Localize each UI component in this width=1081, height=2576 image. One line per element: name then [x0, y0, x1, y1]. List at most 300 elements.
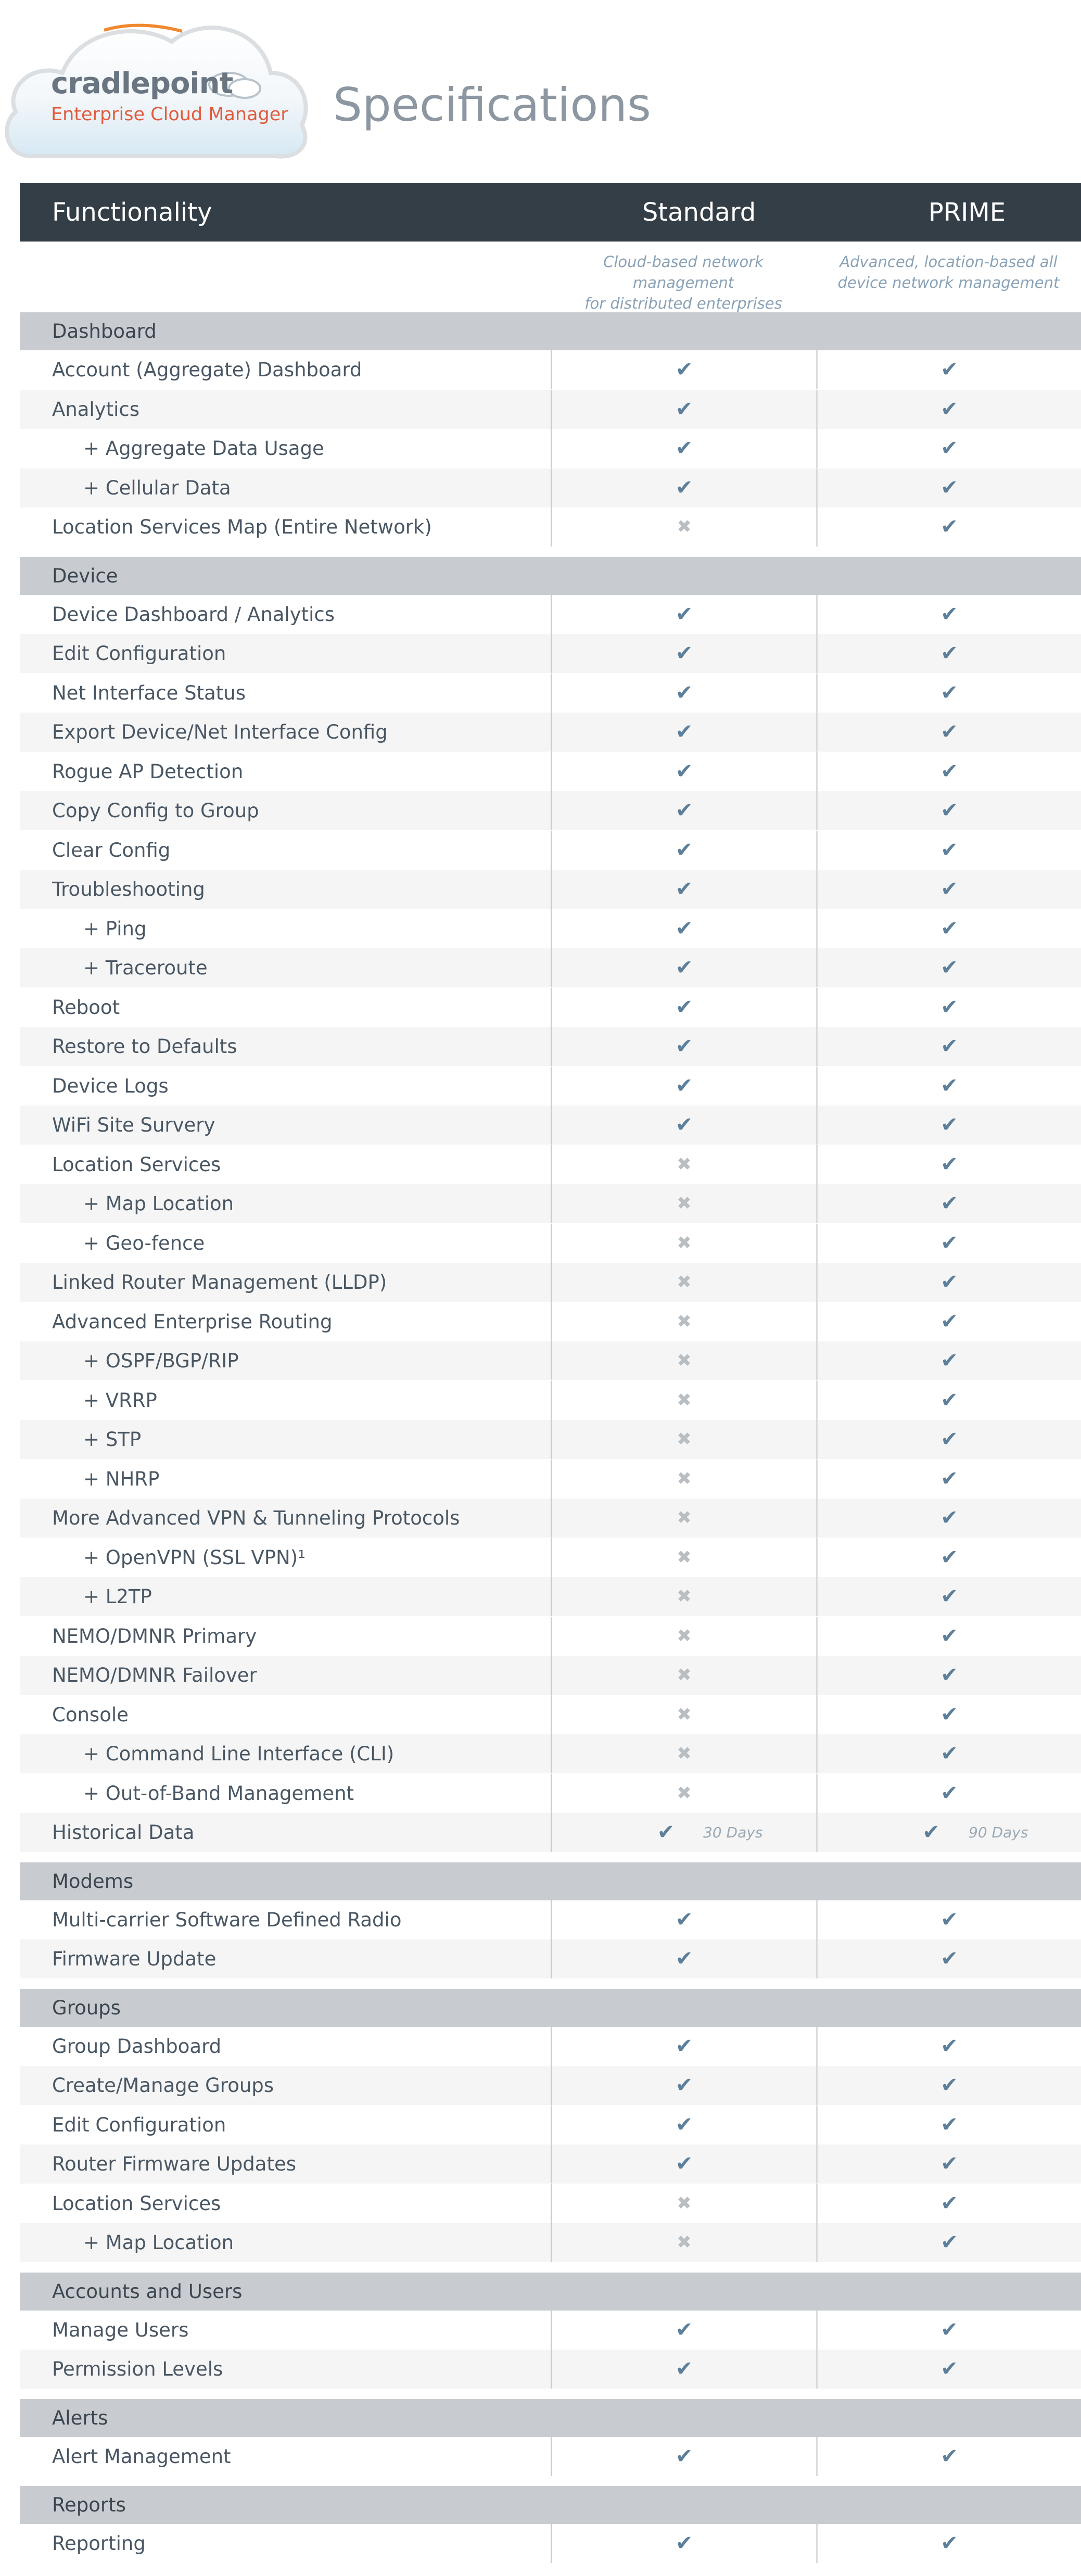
- feature-label: + OSPF/BGP/RIP: [83, 1350, 239, 1372]
- section-title: Alerts: [52, 2406, 108, 2429]
- feature-row: [20, 674, 1081, 713]
- standard-cell: [551, 1067, 816, 1106]
- prime-cell: [816, 909, 1081, 948]
- cross-icon: ✖: [677, 1704, 692, 1725]
- check-icon: ✔: [675, 720, 693, 744]
- check-icon: ✔: [675, 837, 693, 862]
- feature-row: [20, 507, 1081, 547]
- feature-label: Clear Config: [52, 839, 171, 861]
- cross-icon: ✖: [677, 2192, 692, 2214]
- brand-name: cradlepoint: [51, 67, 233, 100]
- feature-row: [20, 634, 1081, 673]
- check-icon: ✔: [940, 720, 958, 744]
- feature-label: Analytics: [52, 398, 140, 421]
- standard-cell: [551, 1184, 816, 1223]
- feature-row: [20, 1939, 1081, 1978]
- feature-row: [20, 390, 1081, 429]
- prime-cell: [816, 507, 1081, 547]
- cross-icon: ✖: [677, 1468, 692, 1489]
- feature-row: [20, 1106, 1081, 1145]
- prime-cell: [816, 713, 1081, 752]
- check-icon: ✔: [922, 1820, 940, 1844]
- standard-description: [551, 251, 816, 314]
- feature-label: Net Interface Status: [52, 681, 246, 704]
- standard-cell: [551, 1145, 816, 1184]
- feature-row: [20, 1617, 1081, 1656]
- page-title: Specifications: [333, 78, 651, 132]
- feature-label: + L2TP: [83, 1585, 152, 1608]
- column-header-prime: PRIME: [928, 198, 1006, 227]
- feature-row: [20, 2437, 1081, 2476]
- feature-label: + Map Location: [83, 1192, 234, 1215]
- check-icon: ✔: [940, 1742, 958, 1766]
- feature-label: Reporting: [52, 2532, 146, 2555]
- feature-label: WiFi Site Survery: [52, 1114, 215, 1136]
- feature-row: [20, 468, 1081, 507]
- feature-label: + Map Location: [83, 2231, 234, 2254]
- feature-label: Historical Data: [52, 1821, 195, 1844]
- standard-cell: [551, 1263, 816, 1302]
- standard-cell: [551, 2105, 816, 2144]
- feature-label: Reboot: [52, 996, 120, 1019]
- prime-description-line: device network management: [837, 274, 1060, 291]
- prime-cell: [816, 1939, 1081, 1978]
- check-icon: ✔: [940, 995, 958, 1019]
- check-icon: ✔: [940, 956, 958, 980]
- column-header-standard: Standard: [642, 198, 756, 227]
- standard-cell: [551, 390, 816, 429]
- prime-cell: [816, 1420, 1081, 1459]
- check-icon: ✔: [675, 436, 693, 460]
- feature-label: + VRRP: [83, 1389, 157, 1412]
- feature-row: [20, 831, 1081, 870]
- cross-icon: ✖: [677, 516, 692, 537]
- standard-cell: [551, 1499, 816, 1538]
- check-icon: ✔: [675, 1947, 693, 1971]
- prime-cell: [816, 1617, 1081, 1656]
- feature-label: Console: [52, 1703, 129, 1726]
- cross-icon: ✖: [677, 1272, 692, 1292]
- check-icon: ✔: [940, 1545, 958, 1569]
- feature-row: [20, 1499, 1081, 1538]
- check-icon: ✔: [675, 2317, 693, 2342]
- standard-cell: [551, 1302, 816, 1341]
- check-icon: ✔: [940, 1702, 958, 1727]
- check-icon: ✔: [940, 916, 958, 941]
- cross-icon: ✖: [677, 1429, 692, 1450]
- section-header: [20, 2486, 1081, 2524]
- section-header: [20, 2399, 1081, 2437]
- prime-cell: [816, 870, 1081, 909]
- check-icon: ✔: [675, 2152, 693, 2176]
- feature-row: [20, 2027, 1081, 2066]
- check-icon: ✔: [940, 436, 958, 460]
- standard-cell: [551, 1695, 816, 1734]
- feature-label: + Aggregate Data Usage: [83, 437, 324, 460]
- check-icon: ✔: [675, 680, 693, 705]
- prime-description-line: Advanced, location-based all: [840, 253, 1058, 271]
- prime-cell: [816, 1695, 1081, 1734]
- check-icon: ✔: [675, 641, 693, 665]
- feature-label: + OpenVPN (SSL VPN)¹: [83, 1546, 306, 1569]
- check-icon: ✔: [675, 358, 693, 382]
- prime-cell: [816, 2105, 1081, 2144]
- standard-cell: [551, 1939, 816, 1978]
- prime-cell: [816, 390, 1081, 429]
- prime-description: [816, 251, 1081, 293]
- prime-cell: [816, 1734, 1081, 1773]
- check-icon: ✔: [675, 877, 693, 901]
- feature-label: Create/Manage Groups: [52, 2074, 274, 2097]
- feature-row: [20, 1381, 1081, 1420]
- prime-cell: [816, 2223, 1081, 2262]
- prime-cell: [816, 634, 1081, 673]
- feature-row: [20, 1184, 1081, 1223]
- check-icon: ✔: [940, 1907, 958, 1932]
- check-icon: ✔: [940, 1113, 958, 1137]
- check-icon: ✔: [940, 475, 958, 500]
- feature-label: + STP: [83, 1428, 142, 1451]
- check-icon: ✔: [940, 798, 958, 822]
- section-title: Groups: [52, 1996, 121, 2019]
- feature-label: Permission Levels: [52, 2358, 223, 2380]
- feature-row: [20, 1577, 1081, 1616]
- column-header-functionality: Functionality: [52, 198, 212, 227]
- feature-row: [20, 2184, 1081, 2223]
- feature-label: Linked Router Management (LLDP): [52, 1271, 387, 1293]
- prime-cell: [816, 1067, 1081, 1106]
- feature-row: [20, 1813, 1081, 1852]
- feature-label: Group Dashboard: [52, 2035, 222, 2058]
- check-icon: ✔: [940, 2317, 958, 2342]
- standard-cell: [551, 909, 816, 948]
- prime-cell: [816, 2311, 1081, 2350]
- feature-row: [20, 1224, 1081, 1263]
- feature-row: [20, 948, 1081, 987]
- feature-label: Restore to Defaults: [52, 1035, 237, 1058]
- check-icon: ✔: [940, 1506, 958, 1530]
- standard-cell: [551, 870, 816, 909]
- standard-cell: [551, 2066, 816, 2105]
- feature-label: Multi-carrier Software Defined Radio: [52, 1908, 402, 1931]
- prime-cell: [816, 2437, 1081, 2476]
- feature-row: [20, 2223, 1081, 2262]
- feature-label: Location Services Map (Entire Network): [52, 516, 432, 538]
- feature-row: [20, 1420, 1081, 1459]
- check-icon: ✔: [940, 2191, 958, 2215]
- feature-row: [20, 429, 1081, 468]
- feature-row: [20, 350, 1081, 389]
- section-header: [20, 312, 1081, 350]
- feature-row: [20, 2524, 1081, 2563]
- prime-cell: [816, 1656, 1081, 1695]
- standard-cell: [551, 468, 816, 507]
- feature-row: [20, 1145, 1081, 1184]
- feature-label: + Ping: [83, 917, 147, 940]
- check-icon: ✔: [940, 2230, 958, 2254]
- standard-cell: [551, 2350, 816, 2389]
- check-icon: ✔: [940, 358, 958, 382]
- section-header: [20, 557, 1081, 595]
- check-icon: ✔: [675, 475, 693, 500]
- prime-cell: [816, 2144, 1081, 2184]
- standard-description-line: Cloud-based network management: [603, 253, 764, 291]
- check-icon: ✔: [675, 2444, 693, 2468]
- check-icon: ✔: [940, 1663, 958, 1687]
- check-icon: ✔: [940, 2112, 958, 2137]
- standard-cell: [551, 507, 816, 547]
- check-icon: ✔: [940, 2034, 958, 2058]
- prime-cell: [816, 1027, 1081, 1066]
- check-icon: ✔: [940, 680, 958, 705]
- check-icon: ✔: [657, 1820, 675, 1844]
- prime-cell: [816, 988, 1081, 1027]
- cross-icon: ✖: [677, 1546, 692, 1568]
- feature-label: Manage Users: [52, 2318, 189, 2341]
- cross-icon: ✖: [677, 1389, 692, 1411]
- feature-row: [20, 1341, 1081, 1380]
- section-header: [20, 2273, 1081, 2311]
- standard-cell: [551, 1656, 816, 1695]
- feature-row: [20, 595, 1081, 634]
- feature-label: Location Services: [52, 1153, 221, 1176]
- prime-cell: [816, 791, 1081, 830]
- standard-description-line: for distributed enterprises: [584, 295, 782, 312]
- section-title: Reports: [52, 2494, 126, 2516]
- cross-icon: ✖: [677, 1153, 692, 1175]
- standard-cell: [551, 1381, 816, 1420]
- check-icon: ✔: [675, 798, 693, 822]
- standard-cell: [551, 1900, 816, 1939]
- prime-cell: [816, 2184, 1081, 2223]
- cross-icon: ✖: [677, 1625, 692, 1646]
- feature-label: + Geo-fence: [83, 1232, 205, 1254]
- feature-row: [20, 2144, 1081, 2184]
- check-icon: ✔: [940, 602, 958, 626]
- feature-row: [20, 713, 1081, 752]
- standard-cell: [551, 2184, 816, 2223]
- check-icon: ✔: [940, 397, 958, 421]
- prime-cell: [816, 1341, 1081, 1380]
- check-icon: ✔: [675, 1907, 693, 1932]
- feature-label: Rogue AP Detection: [52, 760, 244, 783]
- feature-label: Device Logs: [52, 1074, 169, 1097]
- standard-cell: [551, 2144, 816, 2184]
- feature-row: [20, 1774, 1081, 1813]
- feature-row: [20, 1067, 1081, 1106]
- feature-label: Edit Configuration: [52, 2113, 226, 2136]
- standard-cell: [551, 2027, 816, 2066]
- section-title: Device: [52, 564, 118, 587]
- check-icon: ✔: [675, 602, 693, 626]
- check-icon: ✔: [940, 1781, 958, 1805]
- prime-cell: [816, 468, 1081, 507]
- check-icon: ✔: [940, 877, 958, 901]
- cross-icon: ✖: [677, 1350, 692, 1371]
- check-icon: ✔: [940, 515, 958, 539]
- check-icon: ✔: [940, 1388, 958, 1412]
- check-icon: ✔: [940, 2531, 958, 2555]
- check-icon: ✔: [675, 995, 693, 1019]
- check-icon: ✔: [940, 1270, 958, 1294]
- standard-cell: [551, 713, 816, 752]
- check-icon: ✔: [940, 759, 958, 783]
- feature-row: [20, 791, 1081, 830]
- standard-cell: [551, 1224, 816, 1263]
- standard-cell: [551, 988, 816, 1027]
- cross-icon: ✖: [677, 1507, 692, 1528]
- feature-row: [20, 870, 1081, 909]
- feature-label: Copy Config to Group: [52, 800, 259, 822]
- standard-cell: [551, 1813, 816, 1852]
- check-icon: ✔: [940, 1427, 958, 1451]
- check-icon: ✔: [675, 1113, 693, 1137]
- check-icon: ✔: [940, 837, 958, 862]
- standard-cell: [551, 1027, 816, 1066]
- standard-cell: [551, 1577, 816, 1616]
- feature-label: Export Device/Net Interface Config: [52, 721, 388, 743]
- prime-cell: [816, 2350, 1081, 2389]
- standard-cell: [551, 1106, 816, 1145]
- standard-cell: [551, 1460, 816, 1499]
- cross-icon: ✖: [677, 1193, 692, 1214]
- feature-row: [20, 752, 1081, 791]
- feature-row: [20, 988, 1081, 1027]
- standard-note: 30 Days: [703, 1824, 763, 1841]
- prime-cell: [816, 1577, 1081, 1616]
- feature-row: [20, 2350, 1081, 2389]
- feature-label: Firmware Update: [52, 1948, 217, 1970]
- feature-label: Edit Configuration: [52, 642, 226, 665]
- feature-label: Alert Management: [52, 2445, 231, 2468]
- feature-label: + Command Line Interface (CLI): [83, 1743, 395, 1765]
- standard-cell: [551, 1774, 816, 1813]
- feature-row: [20, 2066, 1081, 2105]
- standard-cell: [551, 948, 816, 987]
- prime-cell: [816, 1106, 1081, 1145]
- standard-cell: [551, 2223, 816, 2262]
- prime-cell: [816, 595, 1081, 634]
- feature-row: [20, 1538, 1081, 1577]
- feature-row: [20, 1695, 1081, 1734]
- feature-label: More Advanced VPN & Tunneling Protocols: [52, 1507, 460, 1529]
- prime-cell: [816, 1263, 1081, 1302]
- cross-icon: ✖: [677, 1743, 692, 1764]
- feature-label: + Traceroute: [83, 957, 208, 979]
- prime-cell: [816, 831, 1081, 870]
- section-title: Dashboard: [52, 320, 157, 342]
- check-icon: ✔: [940, 2152, 958, 2176]
- section-title: Modems: [52, 1870, 134, 1893]
- check-icon: ✔: [940, 2357, 958, 2381]
- check-icon: ✔: [940, 1466, 958, 1491]
- standard-cell: [551, 429, 816, 468]
- check-icon: ✔: [675, 2034, 693, 2058]
- prime-cell: [816, 429, 1081, 468]
- check-icon: ✔: [675, 1073, 693, 1098]
- standard-cell: [551, 634, 816, 673]
- feature-row: [20, 1263, 1081, 1302]
- section-header: [20, 1862, 1081, 1900]
- prime-cell: [816, 350, 1081, 389]
- check-icon: ✔: [940, 1349, 958, 1373]
- cross-icon: ✖: [677, 1232, 692, 1253]
- section-header: [20, 1989, 1081, 2027]
- feature-label: Troubleshooting: [52, 878, 205, 900]
- prime-cell: [816, 1538, 1081, 1577]
- feature-label: + Out-of-Band Management: [83, 1782, 354, 1805]
- check-icon: ✔: [940, 1309, 958, 1334]
- standard-cell: [551, 1341, 816, 1380]
- check-icon: ✔: [940, 1623, 958, 1648]
- check-icon: ✔: [940, 1230, 958, 1255]
- standard-cell: [551, 791, 816, 830]
- feature-row: [20, 2311, 1081, 2350]
- feature-label: Location Services: [52, 2192, 221, 2215]
- prime-cell: [816, 1460, 1081, 1499]
- feature-row: [20, 1302, 1081, 1341]
- prime-cell: [816, 752, 1081, 791]
- check-icon: ✔: [675, 2357, 693, 2381]
- feature-row: [20, 2105, 1081, 2144]
- feature-row: [20, 1734, 1081, 1773]
- feature-label: + Cellular Data: [83, 476, 231, 499]
- cross-icon: ✖: [677, 1665, 692, 1685]
- check-icon: ✔: [940, 1073, 958, 1098]
- standard-cell: [551, 1420, 816, 1459]
- standard-cell: [551, 595, 816, 634]
- prime-cell: [816, 1145, 1081, 1184]
- standard-cell: [551, 2437, 816, 2476]
- check-icon: ✔: [940, 2073, 958, 2097]
- prime-cell: [816, 1381, 1081, 1420]
- prime-cell: [816, 1302, 1081, 1341]
- standard-cell: [551, 1734, 816, 1773]
- cross-icon: ✖: [677, 1782, 692, 1804]
- check-icon: ✔: [675, 956, 693, 980]
- feature-label: + NHRP: [83, 1467, 160, 1490]
- check-icon: ✔: [940, 1191, 958, 1215]
- standard-cell: [551, 831, 816, 870]
- feature-label: Account (Aggregate) Dashboard: [52, 359, 362, 381]
- check-icon: ✔: [940, 2444, 958, 2468]
- feature-label: Device Dashboard / Analytics: [52, 603, 335, 626]
- brand-subtitle: Enterprise Cloud Manager: [51, 104, 288, 125]
- standard-cell: [551, 1617, 816, 1656]
- feature-row: [20, 1460, 1081, 1499]
- feature-row: [20, 1900, 1081, 1939]
- check-icon: ✔: [940, 1034, 958, 1058]
- prime-cell: [816, 948, 1081, 987]
- cross-icon: ✖: [677, 1311, 692, 1332]
- feature-label: NEMO/DMNR Primary: [52, 1625, 257, 1647]
- feature-label: Advanced Enterprise Routing: [52, 1310, 333, 1333]
- page-header: [0, 0, 1081, 177]
- check-icon: ✔: [940, 1947, 958, 1971]
- feature-row: [20, 1027, 1081, 1066]
- check-icon: ✔: [675, 759, 693, 783]
- feature-label: Router Firmware Updates: [52, 2153, 296, 2175]
- prime-cell: [816, 1184, 1081, 1223]
- prime-cell: [816, 1774, 1081, 1813]
- prime-cell: [816, 2066, 1081, 2105]
- check-icon: ✔: [940, 1584, 958, 1608]
- prime-note: 90 Days: [969, 1824, 1028, 1841]
- check-icon: ✔: [940, 641, 958, 665]
- feature-row: [20, 909, 1081, 948]
- standard-cell: [551, 674, 816, 713]
- prime-cell: [816, 2027, 1081, 2066]
